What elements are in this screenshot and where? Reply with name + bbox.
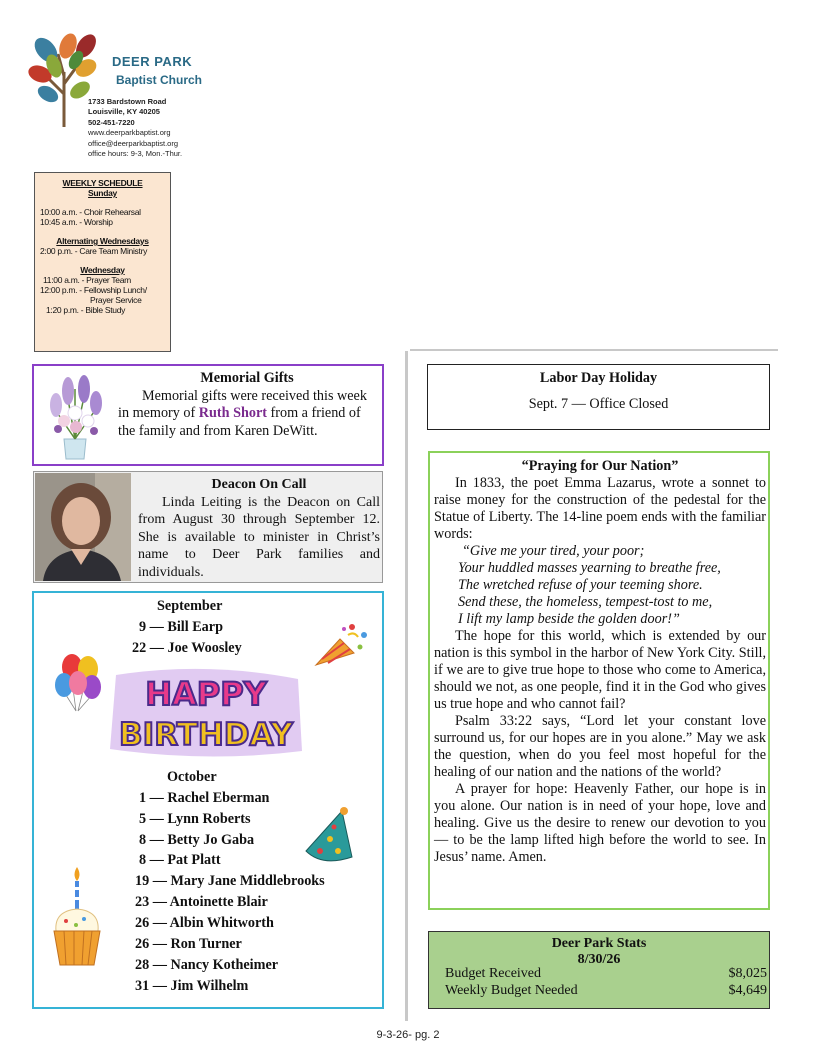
deer-park-stats-box — [428, 931, 770, 1009]
stats-label: Weekly Budget Needed — [445, 983, 578, 998]
prayer-paragraph-1: In 1833, the poet Emma Lazarus, wrote a sonnet to raise money for the construction of the pedestal for the Statue of Liberty. The 14-line poem ends with the familiar words: — [434, 475, 766, 542]
address-line-1: 1733 Bardstown Road — [88, 97, 167, 106]
prayer-text-block — [434, 458, 766, 866]
stats-row — [445, 983, 767, 999]
schedule-item: 1:20 p.m. - Bible Study — [46, 305, 126, 315]
church-subname: Baptist Church — [116, 73, 203, 87]
prayer-paragraph-4: A prayer for hope: Heavenly Father, our hope is in you alone. Our nation is in need of your hope, love and healing. Give us the desire to renew our devotion to you — to be the lamp lifted high before the world to see. In Jesus’ name. Amen. — [434, 781, 766, 865]
birthday-entry: 8 — Betty Jo Gaba — [139, 832, 255, 848]
banner-birthday-text: BIRTHDAY — [119, 717, 293, 753]
address-line-2: Louisville, KY 40205 — [88, 107, 160, 117]
stats-value: $8,025 — [728, 966, 767, 981]
stats-date: 8/30/26 — [577, 952, 621, 967]
stats-title: Deer Park Stats — [551, 936, 647, 951]
party-hat-icon — [300, 805, 358, 869]
birthday-entry: 9 — Bill Earp — [139, 619, 223, 635]
birthday-entry: 1 — Rachel Eberman — [139, 790, 270, 806]
flowers-vase-icon — [38, 369, 112, 461]
schedule-item: 12:00 p.m. - Fellowship Lunch/ — [40, 285, 147, 295]
schedule-sunday-heading: Sunday — [88, 188, 117, 198]
birthday-entry: 8 — Pat Platt — [139, 852, 221, 868]
praying-for-nation-box — [428, 451, 770, 910]
poem-line: I lift my lamp beside the golden door!” — [458, 611, 680, 627]
birthday-entry: 22 — Joe Woosley — [132, 640, 242, 656]
memorial-text-before: Memorial gifts were received this week in memory of — [118, 387, 367, 421]
birthday-entry: 31 — Jim Wilhelm — [135, 978, 249, 994]
happy-birthday-banner — [106, 667, 306, 759]
birthday-entry: 23 — Antoinette Blair — [135, 894, 268, 910]
cupcake-icon — [48, 865, 106, 969]
september-heading: September — [157, 598, 223, 614]
website-link[interactable]: www.deerparkbaptist.org — [88, 128, 171, 138]
church-address-block — [88, 97, 182, 159]
prayer-paragraph-2: The hope for this world, which is extended by our nation is this symbol in the harbor of New York City. Still, if we are to give true hope to those who come to America, should we not, as one people, find it in the God who gives us true hope and who cannot fail? — [434, 628, 766, 712]
banner-happy-text: HAPPY — [145, 675, 267, 713]
birthday-entry: 28 — Nancy Kotheimer — [135, 957, 279, 973]
horizontal-divider — [410, 349, 778, 351]
memorial-text-after: from a friend of the family and from Karen DeWitt. — [118, 405, 361, 439]
prayer-paragraph-3: Psalm 33:22 says, “Lord let your constant love surround us, for our hopes are in you alone.” May we ask the question, when do you feel most hopeful for the healing of our nation and the nations of the world? — [434, 713, 766, 780]
stats-label: Budget Received — [445, 966, 542, 981]
memorial-title: Memorial Gifts — [200, 370, 294, 386]
schedule-alternating-heading: Alternating Wednesdays — [56, 236, 149, 246]
phone-number: 502-451-7220 — [88, 117, 135, 127]
office-hours: office hours: 9-3, Mon.-Thur. — [88, 149, 183, 159]
schedule-wednesday-heading: Wednesday — [80, 265, 125, 275]
birthday-entry: 5 — Lynn Roberts — [139, 811, 251, 827]
memorial-text-block — [118, 370, 376, 440]
deacon-title: Deacon On Call — [211, 477, 307, 492]
column-divider — [405, 351, 408, 1021]
schedule-title: WEEKLY SCHEDULE — [62, 178, 143, 188]
labor-day-title: Labor Day Holiday — [539, 370, 658, 386]
stats-row — [445, 966, 767, 982]
poem-line: The wretched refuse of your teeming shore. — [458, 577, 703, 593]
deacon-text-block — [138, 476, 380, 581]
schedule-item: 10:45 a.m. - Worship — [40, 217, 113, 227]
prayer-title: “Praying for Our Nation” — [521, 458, 679, 474]
memorial-body — [118, 388, 376, 441]
schedule-item: 10:00 a.m. - Choir Rehearsal — [40, 207, 141, 217]
church-name: DEER PARK — [112, 54, 193, 69]
party-popper-icon — [314, 621, 372, 669]
balloons-icon — [52, 651, 104, 713]
memorial-honoree-name: Ruth Short — [198, 405, 267, 421]
deacon-body: Linda Leiting is the Deacon on Call from August 30 through September 12. She is available to minister in Christ’s name to Deer Park families and individuals. — [138, 494, 380, 580]
labor-day-text: Sept. 7 — Office Closed — [528, 396, 669, 412]
schedule-item: 2:00 p.m. - Care Team Ministry — [40, 246, 148, 256]
birthday-entry: 26 — Ron Turner — [135, 936, 242, 952]
poem-line: “Give me your tired, your poor; — [462, 543, 645, 559]
deacon-photo — [35, 473, 131, 581]
birthdays-box — [32, 591, 384, 1009]
labor-day-box — [427, 364, 770, 430]
deacon-on-call-box — [33, 471, 383, 583]
october-heading: October — [167, 769, 217, 785]
email-link[interactable]: office@deerparkbaptist.org — [88, 138, 179, 148]
schedule-item: Prayer Service — [90, 295, 142, 305]
poem-line: Send these, the homeless, tempest-tost to me, — [458, 594, 713, 610]
page-footer: 9-3-26- pg. 2 — [376, 1029, 440, 1041]
stats-value: $4,649 — [728, 983, 767, 998]
birthday-entry: 19 — Mary Jane Middlebrooks — [135, 873, 325, 889]
weekly-schedule-box — [34, 172, 171, 352]
poem-line: Your huddled masses yearning to breathe free, — [458, 560, 721, 576]
birthday-entry: 26 — Albin Whitworth — [135, 915, 274, 931]
memorial-gifts-box — [32, 364, 384, 466]
schedule-item: 11:00 a.m. - Prayer Team — [43, 275, 131, 285]
